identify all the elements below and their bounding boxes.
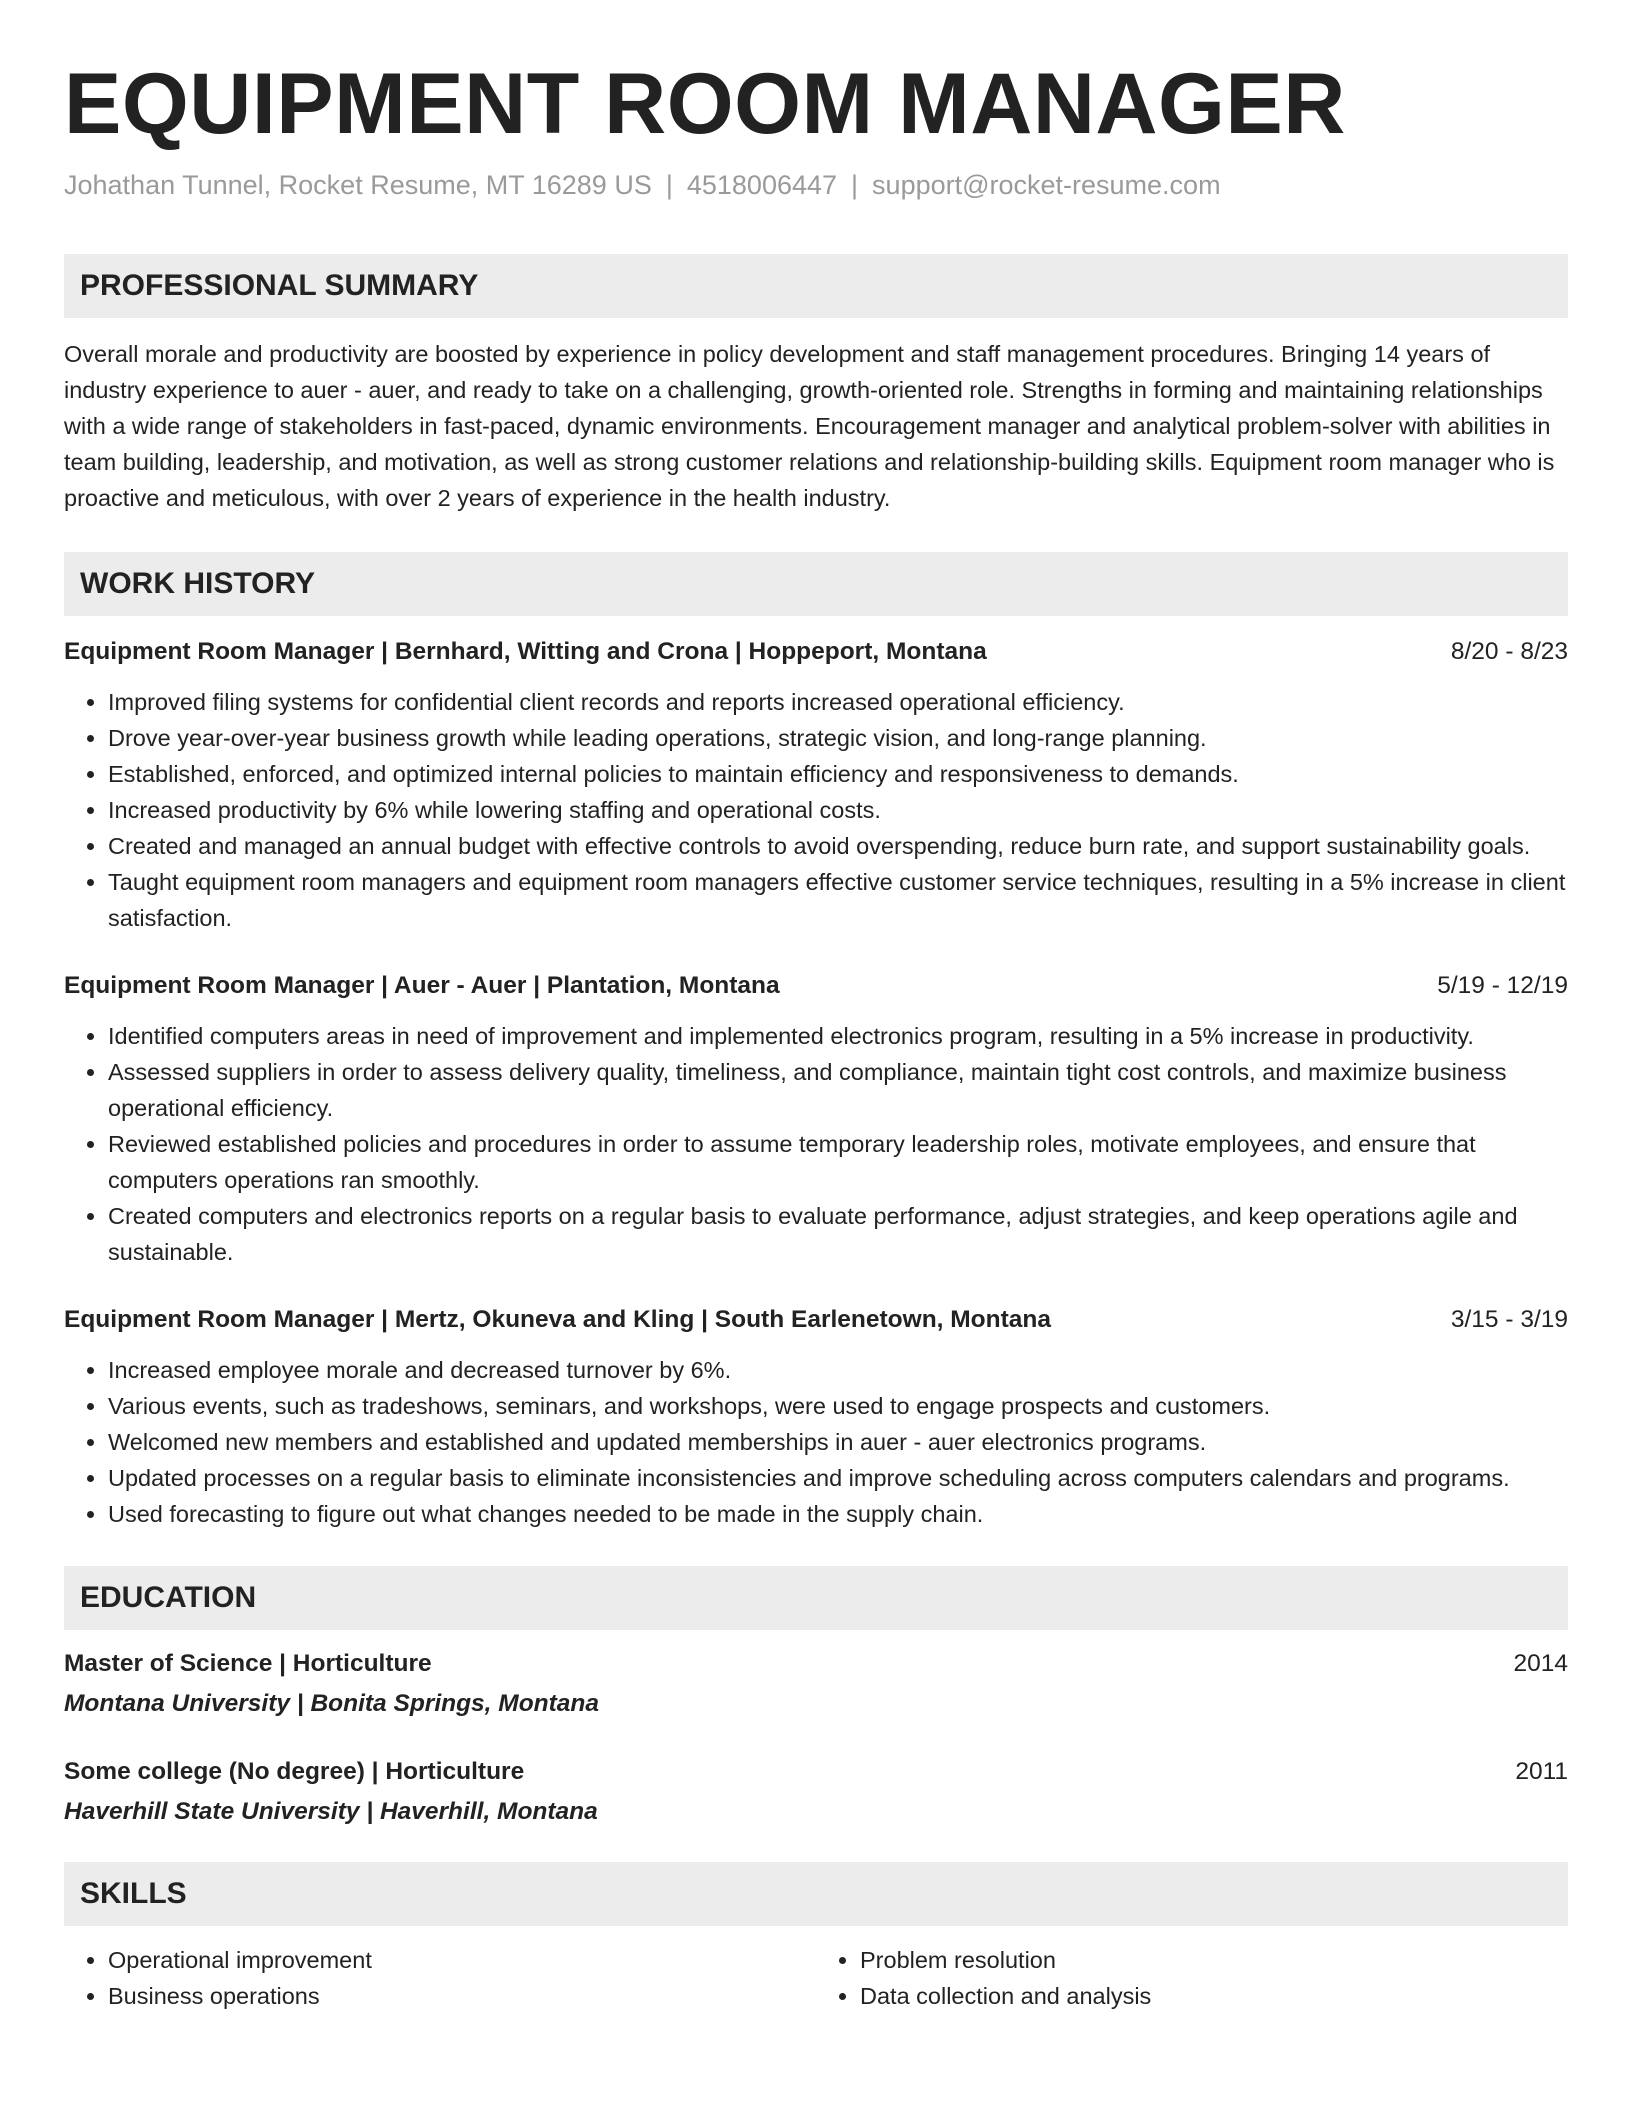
skills-list-right — [816, 1942, 1568, 2014]
section-heading-skills: SKILLS — [64, 1862, 1568, 1926]
job-title: Equipment Room Manager | Auer - Auer | Plantation, Montana — [64, 972, 780, 999]
job-bullet: • Various events, such as tradeshows, seminars, and workshops, were used to engage prospects and customers. — [108, 1388, 1568, 1424]
section-heading-work-history: WORK HISTORY — [64, 552, 1568, 616]
job-header — [64, 634, 1568, 670]
job-entry — [64, 634, 1568, 936]
education-header — [64, 1754, 1568, 1790]
job-bullets — [64, 684, 1568, 936]
contact-email[interactable]: support@rocket-resume.com — [872, 170, 1221, 200]
education-year: 2011 — [1515, 1758, 1568, 1785]
education-degree: Some college (No degree) | Horticulture — [64, 1758, 525, 1785]
job-header — [64, 1302, 1568, 1338]
job-bullets — [64, 1352, 1568, 1532]
job-dates: 5/19 - 12/19 — [1437, 972, 1568, 999]
education-school: Montana University | Bonita Springs, Montana — [64, 1690, 600, 1717]
job-dates: 3/15 - 3/19 — [1450, 1306, 1568, 1333]
skills-list-left — [64, 1942, 816, 2014]
contact-separator: | — [665, 170, 673, 200]
job-title: Equipment Room Manager | Mertz, Okuneva and Kling | South Earlenetown, Montana — [64, 1306, 1051, 1333]
education-school: Haverhill State University | Haverhill, Montana — [64, 1798, 598, 1825]
job-entry — [64, 1302, 1568, 1532]
education-year: 2014 — [1513, 1650, 1568, 1677]
job-entry — [64, 968, 1568, 1270]
job-bullet: • Assessed suppliers in order to assess delivery quality, timeliness, and compliance, maintain tight cost controls, and maximize business operational efficiency. — [108, 1054, 1568, 1126]
contact-phone: 4518006447 — [686, 170, 838, 200]
job-bullet: • Created and managed an annual budget with effective controls to avoid overspending, reduce burn rate, and support sustainability goals. — [108, 828, 1568, 864]
job-bullet: • Created computers and electronics reports on a regular basis to evaluate performance, adjust strategies, and keep operations agile and sustainable. — [108, 1198, 1568, 1270]
job-bullet: • Improved filing systems for confidential client records and reports increased operational efficiency. — [108, 684, 1568, 720]
job-bullet: • Reviewed established policies and procedures in order to assume temporary leadership roles, motivate employees, and ensure that computers operations ran smoothly. — [108, 1126, 1568, 1198]
job-bullet: • Drove year-over-year business growth while leading operations, strategic vision, and long-range planning. — [108, 720, 1568, 756]
summary-text: Overall morale and productivity are boosted by experience in policy development and staff management procedures. Bringing 14 years of industry experience to auer - auer, and ready to take on a challenging, growth-oriented role. Strengths in forming and maintaining relationships with a wide range of stakeholders in fast-paced, dynamic environments. Encouragement manager and analytical problem-solver with abilities in team building, leadership, and motivation, as well as strong customer relations and relationship-building skills. Equipment room manager who is proactive and meticulous, with over 2 years of experience in the health industry. — [64, 341, 1555, 511]
job-bullets — [64, 1018, 1568, 1270]
job-bullet: • Updated processes on a regular basis to eliminate inconsistencies and improve scheduling across computers calendars and programs. — [108, 1460, 1568, 1496]
education-header — [64, 1646, 1568, 1682]
education-degree: Master of Science | Horticulture — [64, 1650, 432, 1677]
skills-columns — [64, 1942, 1568, 2014]
contact-line — [64, 168, 1568, 202]
contact-address: Johathan Tunnel, Rocket Resume, MT 16289 US — [64, 170, 652, 200]
education-entry — [64, 1754, 1568, 1830]
section-heading-education: EDUCATION — [64, 1566, 1568, 1630]
job-header — [64, 968, 1568, 1004]
job-bullet: • Increased employee morale and decreased turnover by 6%. — [108, 1352, 1568, 1388]
section-heading-summary: PROFESSIONAL SUMMARY — [64, 254, 1568, 318]
job-dates: 8/20 - 8/23 — [1450, 638, 1568, 665]
skill-item: • Operational improvement — [108, 1942, 816, 1978]
job-bullet: • Taught equipment room managers and equipment room managers effective customer service techniques, resulting in a 5% increase in client satisfaction. — [108, 864, 1568, 936]
job-bullet: • Welcomed new members and established and updated memberships in auer - auer electronics programs. — [108, 1424, 1568, 1460]
job-bullet: • Identified computers areas in need of improvement and implemented electronics program, resulting in a 5% increase in productivity. — [108, 1018, 1568, 1054]
job-bullet: • Established, enforced, and optimized internal policies to maintain efficiency and responsiveness to demands. — [108, 756, 1568, 792]
education-entry — [64, 1646, 1568, 1722]
job-title: Equipment Room Manager | Bernhard, Witting and Crona | Hoppeport, Montana — [64, 638, 987, 665]
contact-separator: | — [851, 170, 859, 200]
job-bullet: • Increased productivity by 6% while lowering staffing and operational costs. — [108, 792, 1568, 828]
skill-item: • Data collection and analysis — [860, 1978, 1568, 2014]
skill-item: • Business operations — [108, 1978, 816, 2014]
job-bullet: • Used forecasting to figure out what changes needed to be made in the supply chain. — [108, 1496, 1568, 1532]
skill-item: • Problem resolution — [860, 1942, 1568, 1978]
resume-title: EQUIPMENT ROOM MANAGER — [64, 56, 1346, 152]
